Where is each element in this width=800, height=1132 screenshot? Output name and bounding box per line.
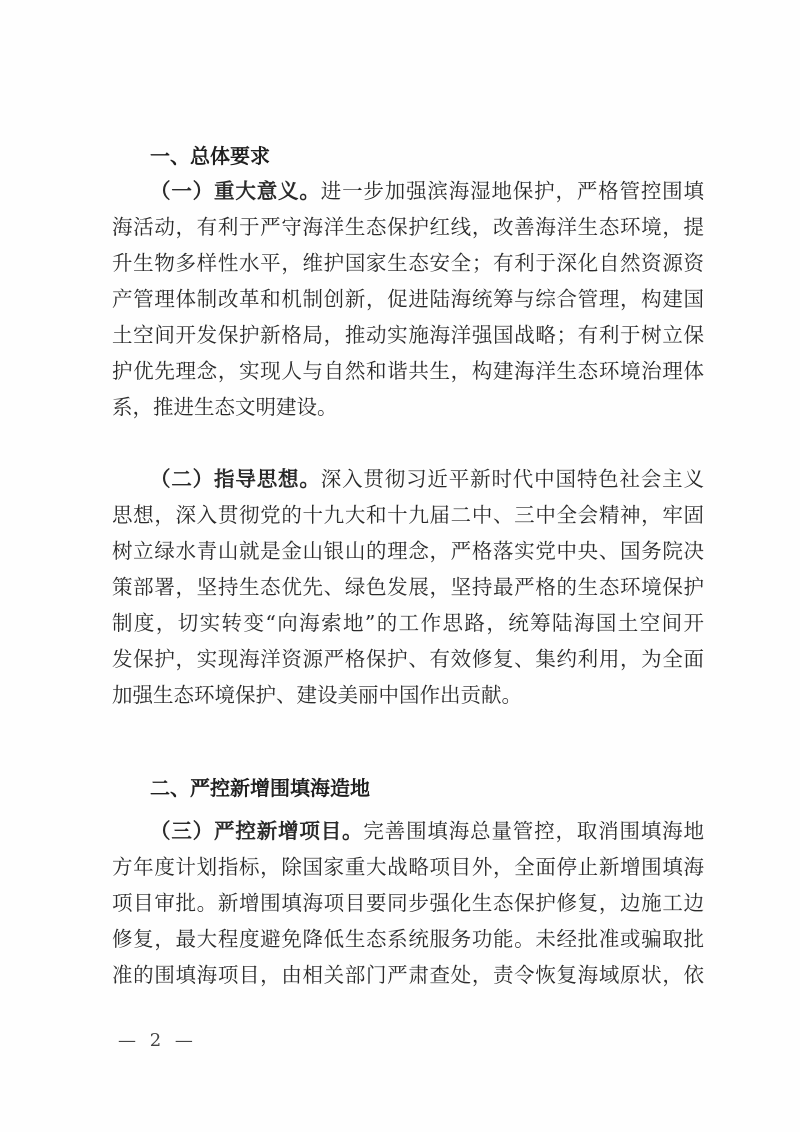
paragraph-line: 加强生态环境保护、建设美丽中国作出贡献。	[112, 683, 522, 707]
section-heading-overall-requirements: 一、总体要求	[150, 144, 270, 168]
paragraph-line: 产管理体制改革和机制创新，促进陆海统筹与综合管理，构建国	[112, 287, 704, 311]
paragraph-lead: （一）重大意义。	[150, 179, 321, 203]
paragraph-line: 策部署，坚持生态优先、绿色发展，坚持最严格的生态环境保护	[112, 575, 704, 599]
paragraph-line: 制度，切实转变“向海索地”的工作思路，统筹陆海国土空间开	[112, 611, 704, 635]
paragraph-lead: （二）指导思想。	[150, 467, 321, 491]
paragraph-line: 修复，最大程度避免降低生态系统服务功能。未经批准或骗取批	[112, 927, 704, 951]
paragraph-line: 系，推进生态文明建设。	[112, 395, 338, 419]
page-number: — 2 —	[118, 1030, 197, 1051]
section-heading-strict-control: 二、严控新增围填海造地	[150, 776, 370, 800]
paragraph-line: 树立绿水青山就是金山银山的理念，严格落实党中央、国务院决	[112, 539, 704, 563]
paragraph-line: 土空间开发保护新格局，推动实施海洋强国战略；有利于树立保	[112, 323, 704, 347]
paragraph-line: 升生物多样性水平，维护国家生态安全；有利于深化自然资源资	[112, 251, 704, 275]
paragraph-line: 护优先理念，实现人与自然和谐共生，构建海洋生态环境治理体	[112, 359, 704, 383]
paragraph-line: （三）严控新增项目。完善围填海总量管控，取消围填海地	[150, 819, 705, 843]
paragraph-line: 准的围填海项目，由相关部门严肃查处，责令恢复海域原状，依	[112, 963, 704, 987]
paragraph-line: （一）重大意义。进一步加强滨海湿地保护，严格管控围填	[150, 179, 705, 203]
paragraph-line: 思想，深入贯彻党的十九大和十九届二中、三中全会精神，牢固	[112, 503, 704, 527]
paragraph-line: （二）指导思想。深入贯彻习近平新时代中国特色社会主义	[150, 467, 705, 491]
paragraph-line: 项目审批。新增围填海项目要同步强化生态保护修复，边施工边	[112, 891, 704, 915]
paragraph-line: 发保护，实现海洋资源严格保护、有效修复、集约利用，为全面	[112, 647, 704, 671]
paragraph-line: 海活动，有利于严守海洋生态保护红线，改善海洋生态环境，提	[112, 215, 704, 239]
paragraph-lead: （三）严控新增项目。	[150, 819, 364, 843]
paragraph-line: 方年度计划指标，除国家重大战略项目外，全面停止新增围填海	[112, 855, 704, 879]
